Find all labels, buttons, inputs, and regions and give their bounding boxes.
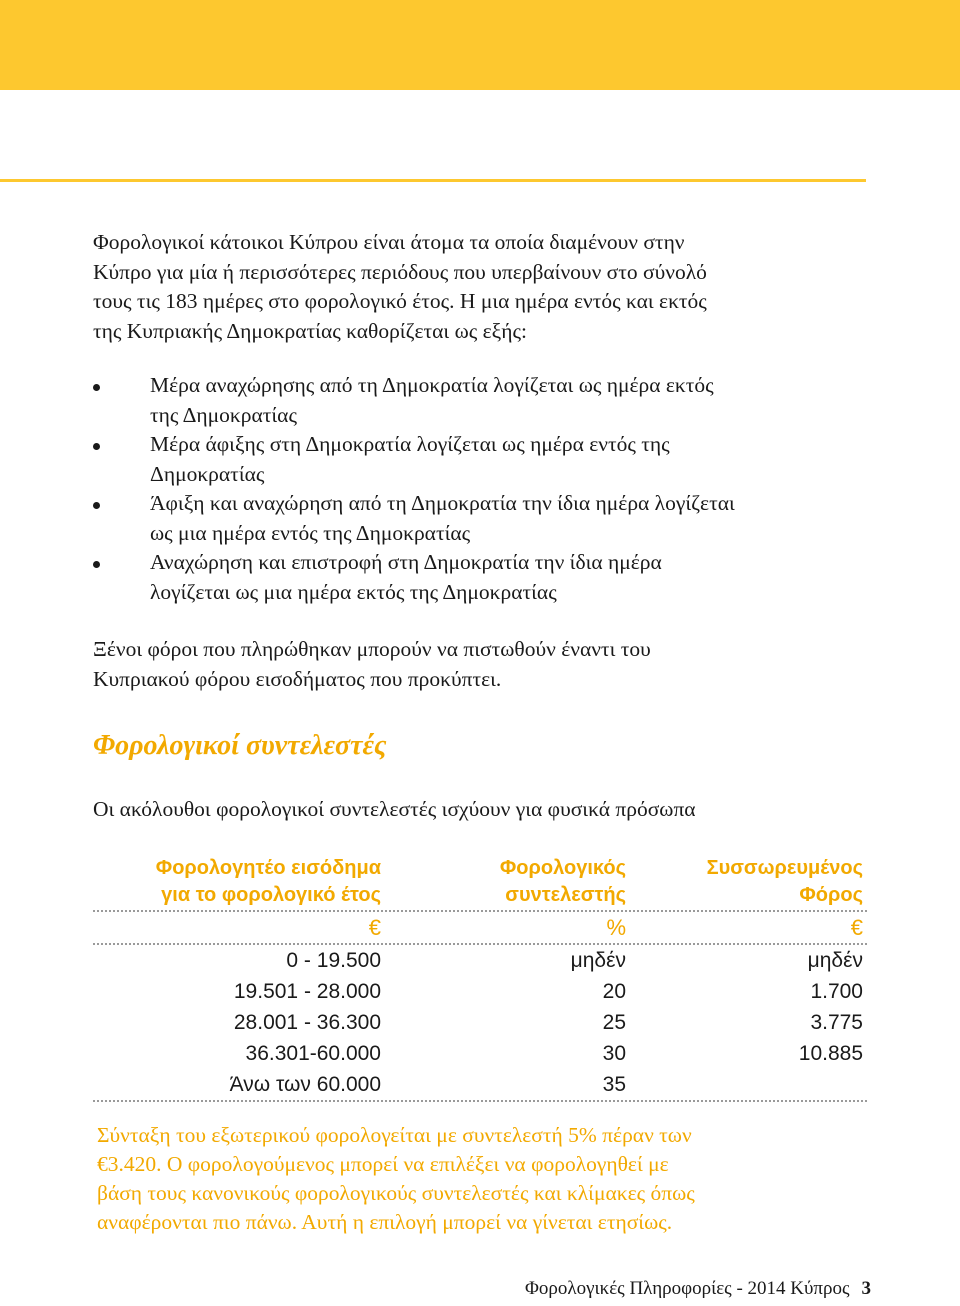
income-cell: 19.501 - 28.000 xyxy=(233,980,381,1003)
list-item xyxy=(93,371,883,430)
bullet-icon xyxy=(93,502,100,509)
list-item-text: Μέρα αναχώρησης από τη Δημοκρατία λογίζεται ως ημέρα εκτός xyxy=(150,373,714,397)
header-cumulative-tax xyxy=(638,855,863,909)
income-cell: 28.001 - 36.300 xyxy=(233,1011,381,1034)
header-label: Συσσωρευμένος xyxy=(706,857,863,879)
bullet-icon xyxy=(93,561,100,568)
header-label: Φορολογικός xyxy=(499,857,626,879)
text-line: Σύνταξη του εξωτερικού φορολογείται με συντελεστή 5% πέραν των xyxy=(97,1123,692,1147)
table-row xyxy=(93,1007,867,1038)
cumulative-cell: 1.700 xyxy=(810,980,863,1003)
text-line: βάση τους κανονικούς φορολογικούς συντελεστές και κλίμακες όπως xyxy=(97,1181,695,1205)
rate-cell: 20 xyxy=(602,980,626,1003)
list-item-text: της Δημοκρατίας xyxy=(150,402,297,427)
page-number: 3 xyxy=(861,1278,871,1299)
text-line: της Κυπριακής Δημοκρατίας καθορίζεται ως εξής: xyxy=(93,318,527,343)
header-label: Φορολογητέο εισόδημα xyxy=(155,857,381,879)
foreign-tax-paragraph xyxy=(93,635,873,694)
header-label: Φόρος xyxy=(799,884,863,906)
rate-cell: μηδέν xyxy=(570,949,626,972)
income-cell: 0 - 19.500 xyxy=(286,949,381,972)
list-item-text: Άφιξη και αναχώρηση από τη Δημοκρατία την ίδια ημέρα λογίζεται xyxy=(150,491,735,515)
cumulative-cell: 10.885 xyxy=(798,1042,863,1065)
rate-cell: 35 xyxy=(602,1073,626,1096)
pension-note xyxy=(97,1121,857,1237)
rate-cell: 25 xyxy=(602,1011,626,1034)
list-item-text: Αναχώρηση και επιστροφή στη Δημοκρατία την ίδια ημέρα xyxy=(150,550,662,574)
bullet-icon xyxy=(93,443,100,450)
list-item xyxy=(93,489,883,548)
text-line: Ξένοι φόροι που πληρώθηκαν μπορούν να πιστωθούν έναντι του xyxy=(93,637,651,661)
list-item-text: λογίζεται ως μια ημέρα εκτός της Δημοκρατίας xyxy=(150,579,557,604)
table-row xyxy=(93,1038,867,1069)
tax-rates-table xyxy=(93,852,867,1102)
header-taxable-income xyxy=(93,855,381,909)
table-row xyxy=(93,1069,867,1102)
table-header-row xyxy=(93,852,867,912)
section-title: Φορολογικοί συντελεστές xyxy=(93,730,387,761)
list-item xyxy=(93,430,883,489)
list-item-text: ως μια ημέρα εντός της Δημοκρατίας xyxy=(150,520,471,545)
list-item-text: Μέρα άφιξης στη Δημοκρατία λογίζεται ως ημέρα εντός της xyxy=(150,432,670,456)
cumulative-cell: 3.775 xyxy=(810,1011,863,1034)
header-divider xyxy=(0,179,866,182)
bullet-icon xyxy=(93,384,100,391)
text-line: Κύπρο για μία ή περισσότερες περιόδους που υπερβαίνουν στο σύνολό xyxy=(93,259,707,284)
table-row xyxy=(93,945,867,976)
table-row xyxy=(93,976,867,1007)
residency-paragraph xyxy=(93,228,873,346)
footer-title: Φορολογικές Πληροφορίες - 2014 Κύπρος xyxy=(525,1278,850,1299)
header-label: συντελεστής xyxy=(505,884,626,906)
unit-euro: € xyxy=(850,915,863,940)
text-line: τους τις 183 ημέρες στο φορολογικό έτος. Η μια ημέρα εντός και εκτός xyxy=(93,289,707,313)
cumulative-cell: μηδέν xyxy=(807,949,863,972)
day-rules-list xyxy=(93,371,883,607)
text-line: αναφέρονται πιο πάνω. Αυτή η επιλογή μπορεί να γίνεται ετησίως. xyxy=(97,1210,673,1234)
table-unit-row xyxy=(93,912,867,945)
rate-cell: 30 xyxy=(602,1042,626,1065)
unit-percent: % xyxy=(606,915,626,940)
list-item xyxy=(93,548,883,607)
rates-intro-text: Οι ακόλουθοι φορολογικοί συντελεστές ισχύουν για φυσικά πρόσωπα xyxy=(93,797,696,821)
income-cell: 36.301-60.000 xyxy=(245,1042,381,1065)
text-line: Φορολογικοί κάτοικοι Κύπρου είναι άτομα τα οποία διαμένουν στην xyxy=(93,230,685,254)
header-label: για το φορολογικό έτος xyxy=(161,884,381,906)
text-line: Κυπριακού φόρου εισοδήματος που προκύπτει. xyxy=(93,666,502,691)
text-line: €3.420. Ο φορολογούμενος μπορεί να επιλέξει να φορολογηθεί με xyxy=(97,1152,669,1176)
list-item-text: Δημοκρατίας xyxy=(150,461,265,486)
header-tax-rate xyxy=(393,855,626,909)
income-cell: Άνω των 60.000 xyxy=(229,1073,381,1096)
top-color-band xyxy=(0,0,960,90)
unit-euro: € xyxy=(368,915,381,940)
